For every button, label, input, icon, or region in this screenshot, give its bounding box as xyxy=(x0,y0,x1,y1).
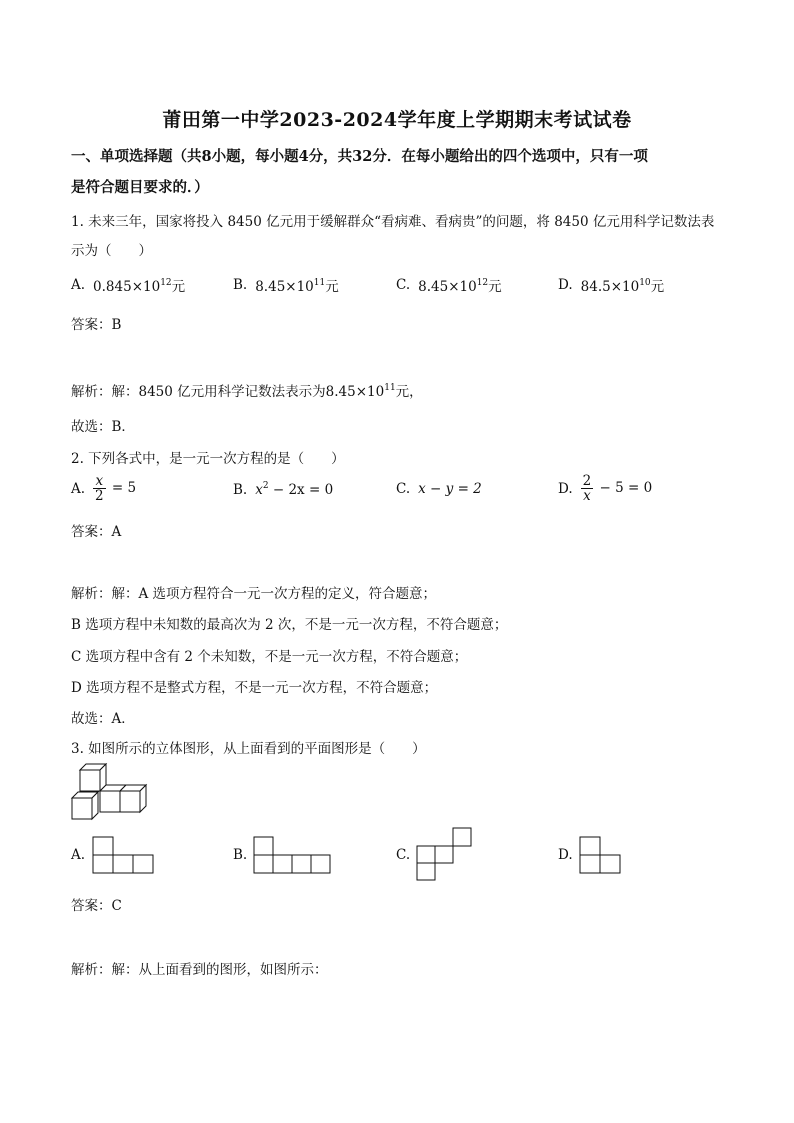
q2-analysis-line2: B 选项方程中未知数的最高次为 2 次，不是一元一次方程，不符合题意； xyxy=(71,617,508,633)
q1-conclusion: 故选：B． xyxy=(71,419,135,435)
q1-option-c: C. $8.45\times 10^{12}$元 xyxy=(396,277,502,295)
q1-option-b: B. $8.45\times 10^{11}$元 xyxy=(233,277,339,295)
q3-solid-figure xyxy=(70,763,160,821)
q2-conclusion: 故选：A． xyxy=(71,711,135,727)
q3-option-a-figure xyxy=(92,836,156,876)
q3-option-d-label: D. xyxy=(558,847,573,863)
q2-option-c: C. x − y = 2 xyxy=(396,481,482,497)
q2-option-d: D. $\frac{2}{x}$ − 5 = 0 xyxy=(558,473,653,505)
section-header-line2: 是符合题目要求的．） xyxy=(71,179,209,196)
q2-analysis-line4: D 选项方程不是整式方程，不是一元一次方程，不符合题意； xyxy=(71,680,438,696)
q1-option-d: D. $84.5\times 10^{10}$元 xyxy=(558,277,665,295)
q2-option-a: A. $\frac{x}{2}$ = 5 xyxy=(71,473,137,505)
q1-analysis: 解析：解：8450 亿元用科学记数法表示为$8.45\times 10^{11}$元， xyxy=(71,383,423,400)
q2-option-b: B. $x^2 - 2x = 0$ xyxy=(233,481,334,498)
q3-option-a-label: A. xyxy=(71,847,86,863)
q3-analysis: 解析：解：从上面看到的图形，如图所示： xyxy=(71,962,328,978)
q3-option-b-figure xyxy=(253,836,333,876)
page-title: 莆田第一中学2023-2024学年度上学期期末考试试卷 xyxy=(162,109,632,131)
q1-option-a: A. $0.845\times 10^{12}$元 xyxy=(71,277,186,295)
q1-stem-line1: 1. 未来三年，国家将投入 8450 亿元用于缓解群众“看病难、看病贵”的问题，将 8450 亿元用科学记数法表 xyxy=(71,214,715,230)
q2-analysis-line3: C 选项方程中含有 2 个未知数，不是一元一次方程，不符合题意； xyxy=(71,649,468,665)
q3-answer: 答案：C xyxy=(71,898,122,914)
q2-stem: 2. 下列各式中，是一元一次方程的是（ ） xyxy=(71,451,345,467)
q3-option-b-label: B. xyxy=(233,847,248,863)
q2-analysis-line1: 解析：解：A 选项方程符合一元一次方程的定义，符合题意； xyxy=(71,586,437,602)
q3-stem: 3. 如图所示的立体图形，从上面看到的平面图形是（ ） xyxy=(71,741,426,757)
q3-option-c-label: C. xyxy=(396,847,411,863)
q1-stem-line2: 示为（ ） xyxy=(71,243,152,259)
section-header-line1: 一、单项选择题（共8小题，每小题4分，共32分．在每小题给出的四个选项中，只有一项 xyxy=(71,148,648,165)
q3-option-c-figure xyxy=(416,827,476,883)
q3-option-d-figure xyxy=(579,836,625,876)
q2-answer: 答案：A xyxy=(71,524,122,540)
q1-answer: 答案：B xyxy=(71,317,122,333)
